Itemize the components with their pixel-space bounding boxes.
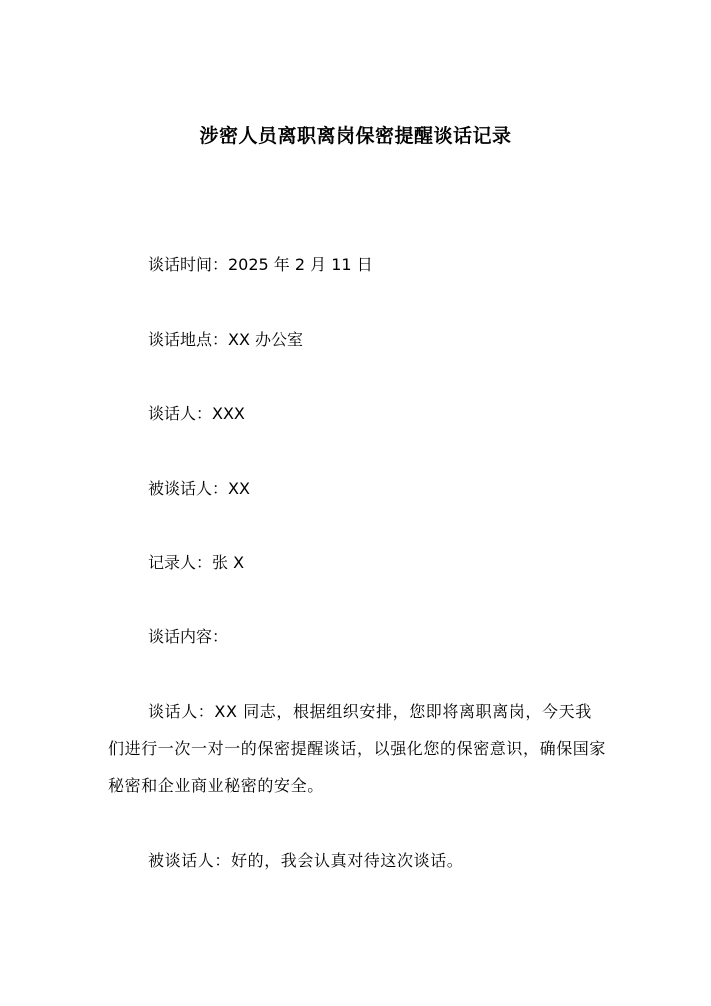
field-recorder: 记录人：张 X	[148, 553, 245, 572]
field-content-label: 谈话内容：	[148, 627, 229, 646]
dialogue-paragraph-2: 被谈话人：好的，我会认真对待这次谈话。	[148, 851, 464, 870]
document-title: 涉密人员离职离岗保密提醒谈话记录	[199, 125, 512, 147]
field-talk-time: 谈话时间：2025 年 2 月 11 日	[148, 255, 373, 274]
dialogue-paragraph-1: 谈话人：XX 同志，根据组织安排，您即将离职离岗，今天我们进行一次一对一的保密提醒谈话，以强化您的保密意识，确保国家秘密和企业商业秘密的安全。	[108, 702, 607, 795]
field-interviewee: 被谈话人：XX	[148, 479, 250, 498]
field-interviewer: 谈话人：XXX	[148, 404, 245, 423]
field-talk-place: 谈话地点：XX 办公室	[148, 330, 304, 349]
